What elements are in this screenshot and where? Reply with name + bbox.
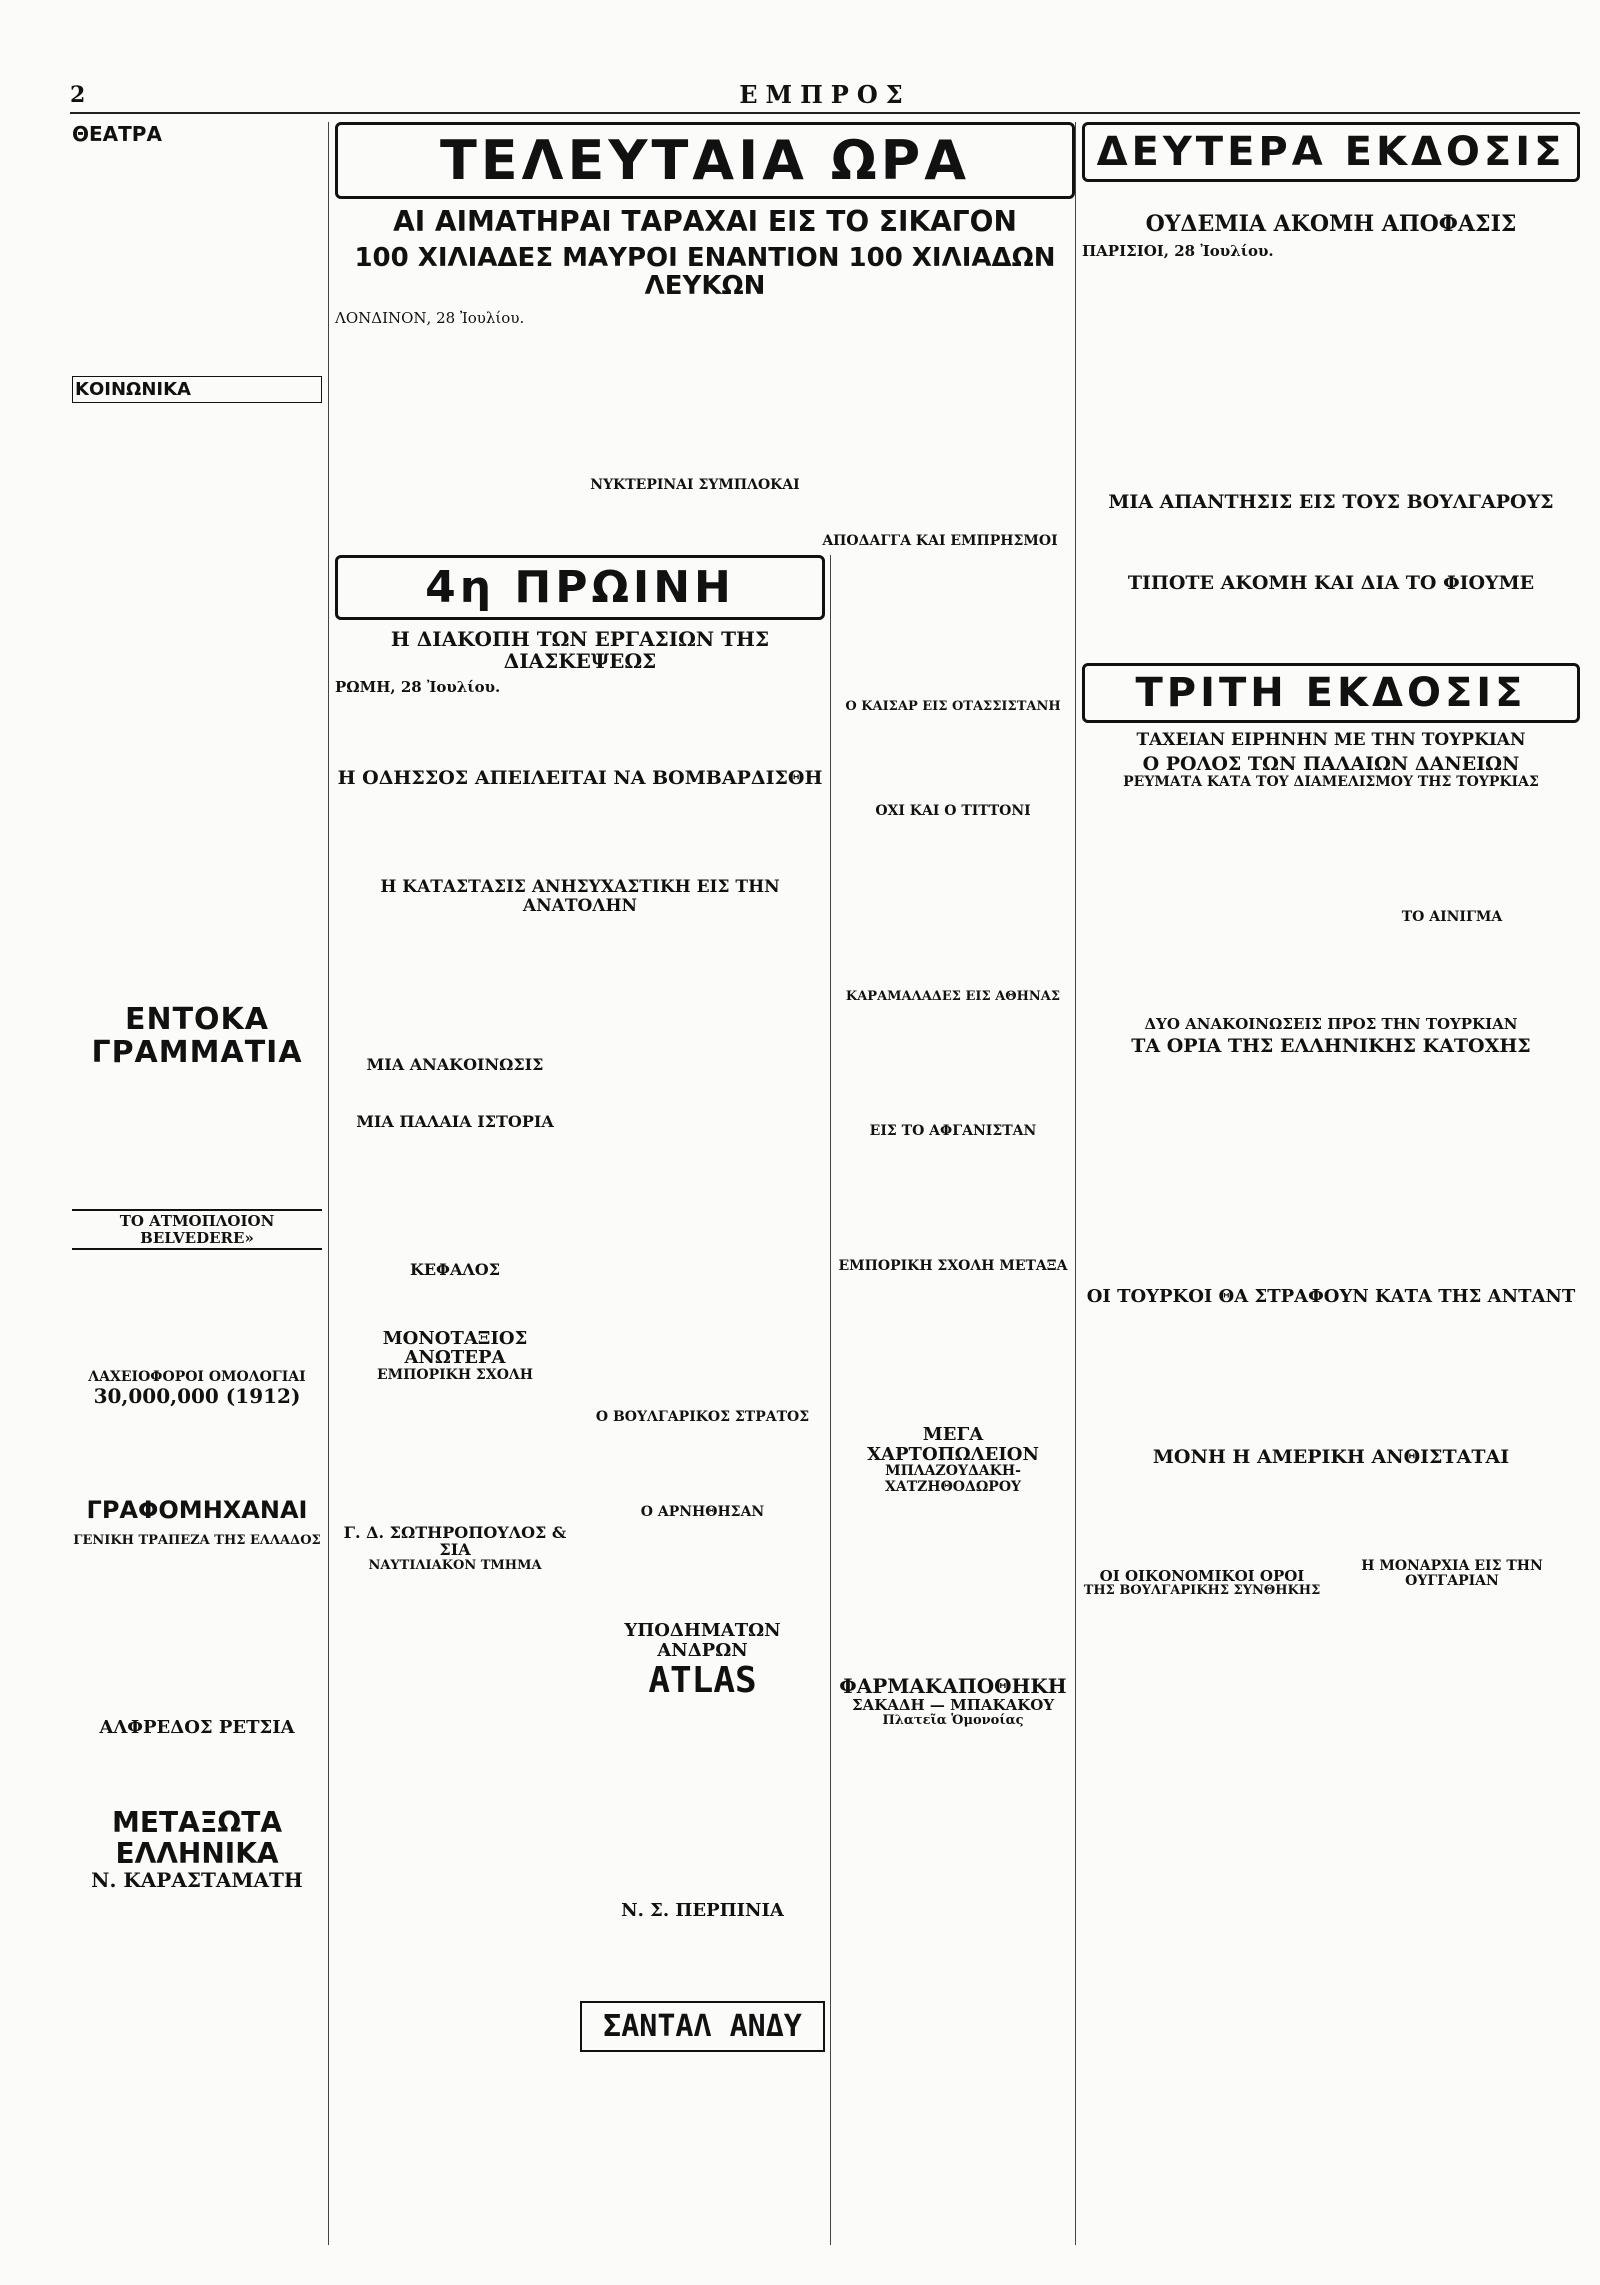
morning-banner: 4η ΠΡΩΙΝΗ (335, 555, 825, 620)
chicago-subhead: 100 ΧΙΛΙΑΔΕΣ ΜΑΥΡΟΙ ΕΝΑΝΤΙΟΝ 100 ΧΙΛΙΑΔΩΝ ΛΕΥΚΩΝ (354, 242, 1056, 302)
sotiropoulos-sub: ΝΑΥΤΙΛΙΑΚΟΝ ΤΜΗΜΑ (368, 1557, 542, 1573)
east-headline: Η ΚΑΤΑΣΤΑΣΙΣ ΑΝΗΣΥΧΑΣΤΙΚΗ ΕΙΣ ΤΗΝ ΑΝΑΤΟΛΗΝ (380, 877, 780, 917)
rome-dateline: ΡΩΜΗ, 28 Ἰουλίου. (335, 678, 501, 696)
column-rule (1075, 122, 1076, 2245)
night-clashes-subhead: ΝΥΚΤΕΡΙΝΑΙ ΣΥΜΠΛΟΚΑΙ (590, 477, 800, 494)
belvedere-heading: ΤΟ ΑΤΜΟΠΛΟΙΟΝ BELVEDERE» (72, 1209, 322, 1250)
chicago-headline: ΑΙ ΑΙΜΑΤΗΡΑΙ ΤΑΡΑΧΑΙ ΕΙΣ ΤΟ ΣΙΚΑΓΟΝ (393, 205, 1017, 238)
social-heading: ΚΟΙΝΩΝΙΚΑ (72, 376, 322, 403)
pharmacy-ad: ΦΑΡΜΑΚΑΠΟΘΗΚΗ (839, 1674, 1067, 1699)
dardanelles-headline: Ο ΚΑΙΣΑΡ ΕΙΣ ΟΤΑΣΣΙΣΤΑΝΗ (845, 700, 1061, 714)
america-headline: ΜΟΝΗ Η ΑΜΕΡΙΚΗ ΑΝΘΙΣΤΑΤΑΙ (1152, 1446, 1510, 1469)
middle-right-column (838, 700, 1068, 2245)
stationery-ad: ΜΕΓΑ ΧΑΡΤΟΠΩΛΕΙΟΝ (867, 1423, 1039, 1465)
theaters-heading: ΘΕΑΤΡΑ (72, 122, 162, 146)
loans-heading: ΛΑΧΕΙΟΦΟΡΟΙ ΟΜΟΛΟΓΙΑΙ (88, 1369, 306, 1385)
column-rule (328, 122, 329, 2245)
alfred-heading: ΑΛΦΡΕΔΟΣ ΡΕΤΣΙΑ (99, 1717, 295, 1739)
sotiropoulos-ad: Γ. Δ. ΣΩΤΗΡΟΠΟΥΛΟΣ & ΣΙΑ (343, 1522, 567, 1560)
school-subhead: ΕΜΠΟΡΙΚΗ ΣΧΟΛΗ (377, 1367, 533, 1384)
monarchy-headline: Η ΜΟΝΑΡΧΙΑ ΕΙΣ ΤΗΝ ΟΥΓΓΑΡΙΑΝ (1361, 1557, 1543, 1590)
chicago-dateline: ΛΟΝΔΙΝΟΝ, 28 Ἰουλίου. (335, 308, 525, 327)
fiume-headline: ΤΙΠΟΤΕ ΑΚΟΜΗ ΚΑΙ ΔΙΑ ΤΟ ΦΙΟΥΜΕ (1127, 571, 1535, 594)
odessa-headline: Η ΟΔΗΣΣΟΣ ΑΠΕΙΛΕΙΤΑΙ ΝΑ ΒΟΜΒΑΡΔΙΣΘΗ (337, 766, 823, 789)
afghan-headline: ΕΙΣ ΤΟ ΑΦΓΑΝΙΣΤΑΝ (869, 1122, 1037, 1139)
announcement-headline: ΜΙΑ ΑΝΑΚΟΙΝΩΣΙΣ (366, 1054, 544, 1074)
masthead (70, 78, 1580, 114)
santal-ad: ΣΑΝΤΑΛ ΑΝΔΥ (580, 2001, 825, 2052)
loans-amount: 30,000,000 (1912) (93, 1384, 301, 1409)
bulgarian-army-subhead: Ο ΒΟΥΛΓΑΡΙΚΟΣ ΣΤΡΑΤΟΣ (595, 1410, 810, 1425)
shoes-ad: ΥΠΟΔΗΜΑΤΩΝ ΑΝΔΡΩΝ (624, 1619, 781, 1661)
loans-role-headline: Ο ΡΟΛΟΣ ΤΩΝ ΠΑΛΑΙΩΝ ΔΑΝΕΙΩΝ (1142, 753, 1520, 776)
paris-dateline: ΠΑΡΙΣΙΟΙ, 28 Ἰουλίου. (1082, 242, 1274, 261)
left-column (72, 122, 322, 2245)
bulgarians-headline: ΜΙΑ ΑΠΑΝΤΗΣΙΣ ΕΙΣ ΤΟΥΣ ΒΟΥΛΓΑΡΟΥΣ (1108, 490, 1554, 513)
page-number: 2 (70, 82, 86, 108)
loans-role-subhead: ΡΕΥΜΑΤΑ ΚΑΤΑ ΤΟΥ ΔΙΑΜΕΛΙΣΜΟΥ ΤΗΣ ΤΟΥΡΚΙΑΣ (1123, 774, 1539, 791)
bank-heading: ΓΕΝΙΚΗ ΤΡΑΠΕΖΑ ΤΗΣ ΕΛΛΑΔΟΣ (73, 1532, 321, 1548)
cease-subhead: ΑΠΟΔΑΓΓΑ ΚΑΙ ΕΜΠΡΗΣΜΟΙ (822, 532, 1058, 549)
two-announcements-headline: ΔΥΟ ΑΝΑΚΟΙΝΩΣΕΙΣ ΠΡΟΣ ΤΗΝ ΤΟΥΡΚΙΑΝ (1144, 1014, 1518, 1033)
atlas-ad: ATLAS (648, 1660, 757, 1702)
second-edition-banner: ΔΕΥΤΕΡΑ ΕΚΔΟΣΙΣ (1082, 122, 1580, 182)
bills-heading: ΕΝΤΟΚΑ ΓΡΑΜΜΑΤΙΑ (91, 1002, 303, 1070)
peace-headline: ΤΑΧΕΙΑΝ ΕΙΡΗΝΗΝ ΜΕ ΤΗΝ ΤΟΥΡΚΙΑΝ (1136, 730, 1526, 751)
stationery-ad-name: ΜΠΛΑΖΟΥΔΑΚΗ-ΧΑΤΖΗΘΟΔΩΡΟΥ (884, 1463, 1022, 1495)
center-ads (580, 1410, 825, 2245)
rejected-subhead: Ο ΑΡΝΗΘΗΣΑΝ (640, 1504, 765, 1521)
economic-terms-subhead: ΤΗΣ ΒΟΥΛΓΑΡΙΚΗΣ ΣΥΝΘΗΚΗΣ (1083, 1583, 1321, 1599)
conference-headline: Η ΔΙΑΚΟΠΗ ΤΩΝ ΕΡΓΑΣΙΩΝ ΤΗΣ ΔΙΑΣΚΕΨΕΩΣ (390, 627, 770, 673)
typewriters-heading: ΓΡΑΦΟΜΗΧΑΝΑΙ (86, 1496, 308, 1525)
last-hour-banner: ΤΕΛΕΥΤΑΙΑ ΩΡΑ (335, 122, 1075, 199)
column-rule (830, 555, 831, 2245)
tittoni-headline: ΟΧΙ ΚΑΙ Ο ΤΙΤΤΟΝΙ (875, 803, 1031, 820)
borders-headline: ΤΑ ΟΡΙΑ ΤΗΣ ΕΛΛΗΝΙΚΗΣ ΚΑΤΟΧΗΣ (1131, 1035, 1531, 1058)
right-section (1082, 122, 1580, 2245)
turks-headline: ΟΙ ΤΟΥΡΚΟΙ ΘΑ ΣΤΡΑΦΟΥΝ ΚΑΤΑ ΤΗΣ ΑΝΤΑΝΤ (1086, 1286, 1576, 1308)
pharmacy-place: Πλατεῖα Ὁμονοίας (882, 1712, 1024, 1728)
metaxa-school-headline: ΕΜΠΟΡΙΚΗ ΣΧΟΛΗ ΜΕΤΑΞΑ (838, 1258, 1068, 1275)
kefalos-headline: ΚΕΦΑΛΟΣ (409, 1259, 501, 1279)
newspaper-name: ΕΜΠΡΟΣ (739, 80, 911, 109)
economic-terms-headline: ΟΙ ΟΙΚΟΝΟΜΙΚΟΙ ΟΡΟΙ (1099, 1566, 1305, 1585)
silk-heading: ΜΕΤΑΞΩΤΑ ΕΛΛΗΝΙΚΑ (111, 1805, 283, 1870)
perpinia-ad: Ν. Σ. ΠΕΡΠΙΝΙΑ (621, 1900, 784, 1922)
thrace-headline: ΟΥΔΕΜΙΑ ΑΚΟΜΗ ΑΠΟΦΑΣΙΣ (1145, 211, 1517, 237)
riddle-headline: ΤΟ ΑΙΝΙΓΜΑ (1401, 909, 1503, 926)
third-edition-banner: ΤΡΙΤΗ ΕΚΔΟΣΙΣ (1082, 663, 1580, 723)
old-story-headline: ΜΙΑ ΠΑΛΑΙΑ ΙΣΤΟΡΙΑ (356, 1112, 554, 1132)
athens-headline: ΚΑΡΑΜΑΛΑΔΕΣ ΕΙΣ ΑΘΗΝΑΣ (845, 988, 1061, 1004)
silk-sub: Ν. ΚΑΡΑΣΤΑΜΑΤΗ (91, 1868, 303, 1893)
school-headline: ΜΟΝΟΤΑΞΙΟΣ ΑΝΩΤΕΡΑ (382, 1327, 528, 1369)
pharmacy-names: ΣΑΚΑΔΗ — ΜΠΑΚΑΚΟΥ (851, 1696, 1055, 1715)
